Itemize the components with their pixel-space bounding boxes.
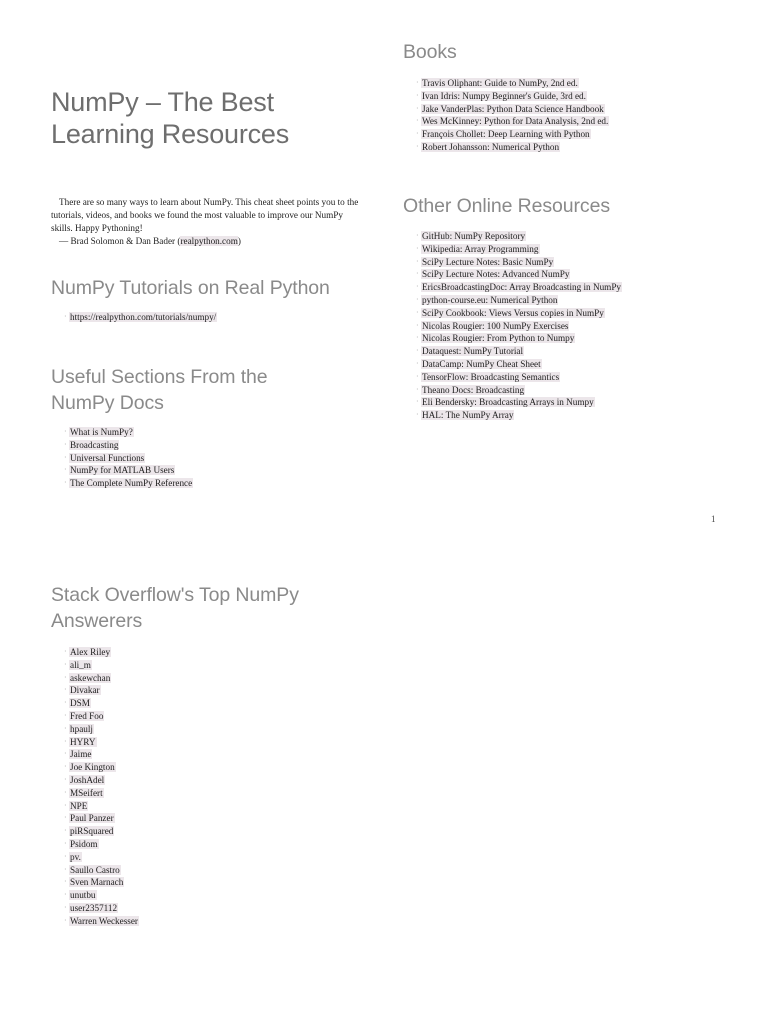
list-item [403, 332, 723, 345]
book-link[interactable]: François Chollet: Deep Learning with Python [422, 129, 590, 140]
bullet-icon: · [416, 320, 419, 330]
bullet-icon: · [64, 710, 67, 720]
resource-link[interactable]: python-course.eu: Numerical Python [422, 294, 558, 305]
bullet-icon: · [64, 838, 67, 848]
answerers-section [51, 582, 371, 928]
answerer-link[interactable]: Warren Weckesser [70, 915, 138, 926]
bullet-icon: · [64, 685, 67, 695]
list-item [51, 710, 371, 723]
list-item [403, 294, 723, 307]
bullet-icon: · [416, 231, 419, 240]
answerer-link[interactable]: Fred Foo [70, 710, 104, 721]
page-title-text: NumPy – The Best Learning Resources [51, 87, 290, 149]
list-item [403, 77, 723, 90]
resource-link[interactable]: HAL: The NumPy Array [422, 410, 514, 421]
list-item [51, 736, 371, 749]
answerer-link[interactable]: DSM [70, 698, 90, 709]
list-item [51, 787, 371, 800]
bullet-icon: · [64, 877, 67, 887]
bullet-icon: · [64, 774, 67, 784]
bullet-icon: · [416, 358, 419, 368]
answerer-link[interactable]: Saullo Castro [70, 864, 120, 875]
answerer-link[interactable]: Joe Kington [70, 762, 115, 773]
list-item [51, 825, 371, 838]
resource-link[interactable]: DataCamp: NumPy Cheat Sheet [422, 358, 541, 369]
resource-link[interactable]: SciPy Cookbook: Views Versus copies in NumPy [422, 307, 604, 318]
books-list [403, 77, 723, 154]
bullet-icon: · [64, 902, 67, 912]
list-item [51, 761, 371, 774]
answerer-link[interactable]: askewchan [70, 672, 111, 683]
bullet-icon: · [416, 294, 419, 304]
list-item [51, 838, 371, 851]
page-number: 1 [711, 514, 716, 524]
list-item [51, 902, 371, 915]
list-item [51, 864, 371, 877]
list-item [403, 128, 723, 141]
bullet-icon: · [64, 478, 67, 488]
resource-link[interactable]: Nicolas Rougier: From Python to Numpy [422, 333, 575, 344]
list-item [51, 426, 371, 439]
book-link[interactable]: Robert Johansson: Numerical Python [422, 141, 560, 152]
answerer-link[interactable]: pv. [70, 851, 81, 862]
list-item [51, 646, 371, 659]
book-link[interactable]: Ivan Idris: Numpy Beginner's Guide, 3rd ed. [422, 90, 586, 101]
bullet-icon: · [64, 312, 67, 321]
bullet-icon: · [416, 141, 419, 151]
answerer-link[interactable]: Sven Marnach [70, 877, 124, 888]
list-item [51, 464, 371, 477]
answerer-link[interactable]: Jaime [70, 749, 92, 760]
list-item [403, 307, 723, 320]
tutorial-link[interactable]: https://realpython.com/tutorials/numpy/ [70, 312, 217, 322]
list-item [403, 358, 723, 371]
bullet-icon: · [416, 410, 419, 420]
bullet-icon: · [64, 659, 67, 669]
list-item [403, 409, 723, 422]
bullet-icon: · [416, 346, 419, 356]
bullet-icon: · [64, 465, 67, 475]
answerer-link[interactable]: piRSquared [70, 826, 114, 837]
list-item [403, 281, 723, 294]
list-item [403, 320, 723, 333]
list-item [403, 384, 723, 397]
list-item [51, 723, 371, 736]
bullet-icon: · [416, 333, 419, 343]
bullet-icon: · [416, 384, 419, 394]
online-list [403, 230, 723, 422]
answerer-link[interactable]: unutbu [70, 890, 96, 901]
bullet-icon: · [64, 647, 67, 656]
bullet-icon: · [416, 129, 419, 139]
online-heading: Other Online Resources [403, 195, 610, 217]
bullet-icon: · [64, 427, 67, 436]
book-link[interactable]: Wes McKinney: Python for Data Analysis, 2nd ed. [422, 116, 609, 127]
bullet-icon: · [64, 826, 67, 836]
answerer-link[interactable]: NPE [70, 800, 88, 811]
resource-link[interactable]: Theano Docs: Broadcasting [422, 384, 525, 395]
book-link[interactable]: Travis Oliphant: Guide to NumPy, 2nd ed. [422, 78, 578, 88]
list-item [51, 889, 371, 902]
bullet-icon: · [416, 90, 419, 100]
docs-link[interactable]: What is NumPy? [70, 427, 133, 437]
books-heading: Books [403, 41, 457, 63]
list-item [403, 256, 723, 269]
list-item [51, 876, 371, 889]
list-item [403, 230, 723, 243]
bullet-icon: · [416, 269, 419, 279]
online-section [403, 193, 723, 422]
resource-link[interactable]: Nicolas Rougier: 100 NumPy Exercises [422, 320, 569, 331]
list-item [51, 684, 371, 697]
docs-heading-line1: Useful Sections From the [51, 366, 268, 388]
bullet-icon: · [416, 78, 419, 87]
list-item [51, 697, 371, 710]
bullet-icon: · [64, 672, 67, 682]
docs-list [51, 426, 371, 490]
docs-link[interactable]: NumPy for MATLAB Users [70, 465, 175, 476]
book-link[interactable]: Jake VanderPlas: Python Data Science Handbook [422, 103, 604, 114]
bullet-icon: · [416, 282, 419, 292]
title-block [51, 86, 371, 150]
bullet-icon: · [64, 762, 67, 772]
bullet-icon: · [416, 307, 419, 317]
list-item [403, 115, 723, 128]
answerers-heading-line2: Answerers [51, 610, 143, 632]
bullet-icon: · [64, 439, 67, 449]
signature-close: ) [237, 236, 241, 246]
answerers-list [51, 646, 371, 928]
resource-link[interactable]: Dataquest: NumPy Tutorial [422, 346, 524, 357]
resource-link[interactable]: GitHub: NumPy Repository [422, 231, 526, 241]
resource-link[interactable]: TensorFlow: Broadcasting Semantics [422, 371, 560, 382]
list-item [51, 672, 371, 685]
answerer-link[interactable]: HYRY [70, 736, 96, 747]
bullet-icon: · [416, 243, 419, 253]
answerers-heading-line1: Stack Overflow's Top NumPy [51, 584, 299, 606]
list-item [51, 800, 371, 813]
list-item [51, 477, 371, 490]
signature-authors: — Brad Solomon & Dan Bader ( [59, 236, 181, 246]
bullet-icon: · [64, 452, 67, 462]
list-item [51, 659, 371, 672]
list-item [51, 439, 371, 452]
answerer-link[interactable]: MSeifert [70, 787, 103, 798]
answerer-link[interactable]: user2357112 [70, 902, 118, 913]
bullet-icon: · [64, 851, 67, 861]
answerers-heading [51, 582, 371, 634]
answerer-link[interactable]: JoshAdel [70, 774, 105, 785]
docs-link[interactable]: Broadcasting [70, 439, 119, 450]
docs-heading-line2: NumPy Docs [51, 392, 164, 414]
docs-link[interactable]: Universal Functions [70, 452, 145, 463]
bullet-icon: · [416, 371, 419, 381]
bullet-icon: · [64, 736, 67, 746]
page-title [51, 86, 371, 150]
bullet-icon: · [416, 256, 419, 266]
bullet-icon: · [416, 116, 419, 126]
bullet-icon: · [64, 698, 67, 708]
list-item [51, 812, 371, 825]
answerer-link[interactable]: Psidom [70, 838, 98, 849]
resource-link[interactable]: SciPy Lecture Notes: Advanced NumPy [422, 269, 570, 280]
books-section [403, 39, 723, 154]
list-item [51, 748, 371, 761]
list-item [403, 103, 723, 116]
bullet-icon: · [416, 103, 419, 113]
signature [51, 235, 363, 248]
bullet-icon: · [64, 915, 67, 925]
bullet-icon: · [64, 787, 67, 797]
list-item [51, 452, 371, 465]
docs-heading [51, 364, 371, 416]
list-item [403, 396, 723, 409]
list-item [51, 851, 371, 864]
intro-paragraph: There are so many ways to learn about NumPy. This cheat sheet points you to the tutorials, videos, and books we found the most valuable to improve our NumPy skills. Happy Pythoning! [51, 197, 359, 233]
list-item [403, 90, 723, 103]
answerer-link[interactable]: Paul Panzer [70, 813, 114, 824]
tutorials-heading: NumPy Tutorials on Real Python [51, 277, 330, 299]
list-item [403, 345, 723, 358]
answerer-link[interactable]: Divakar [70, 685, 100, 696]
resource-link[interactable]: EricsBroadcastingDoc: Array Broadcasting in NumPy [422, 282, 622, 293]
intro-block [51, 196, 363, 248]
bullet-icon: · [64, 813, 67, 823]
resource-link[interactable]: Eli Bendersky: Broadcasting Arrays in Numpy [422, 397, 594, 408]
bullet-icon: · [64, 800, 67, 810]
bullet-icon: · [64, 723, 67, 733]
list-item [403, 141, 723, 154]
list-item [51, 915, 371, 928]
list-item [403, 268, 723, 281]
answerer-link[interactable]: Alex Riley [70, 647, 111, 657]
resource-link[interactable]: SciPy Lecture Notes: Basic NumPy [422, 256, 554, 267]
answerer-link[interactable]: ali_m [70, 659, 91, 670]
list-item [51, 311, 371, 324]
docs-link[interactable]: The Complete NumPy Reference [70, 478, 193, 489]
bullet-icon: · [64, 864, 67, 874]
bullet-icon: · [64, 890, 67, 900]
answerer-link[interactable]: hpaulj [70, 723, 93, 734]
list-item [403, 371, 723, 384]
bullet-icon: · [416, 397, 419, 407]
resource-link[interactable]: Wikipedia: Array Programming [422, 243, 539, 254]
bullet-icon: · [64, 749, 67, 759]
list-item [51, 774, 371, 787]
docs-section [51, 364, 371, 490]
realpython-link[interactable]: realpython.com [180, 236, 238, 246]
tutorials-list [51, 311, 371, 324]
tutorials-section [51, 275, 371, 324]
list-item [403, 243, 723, 256]
